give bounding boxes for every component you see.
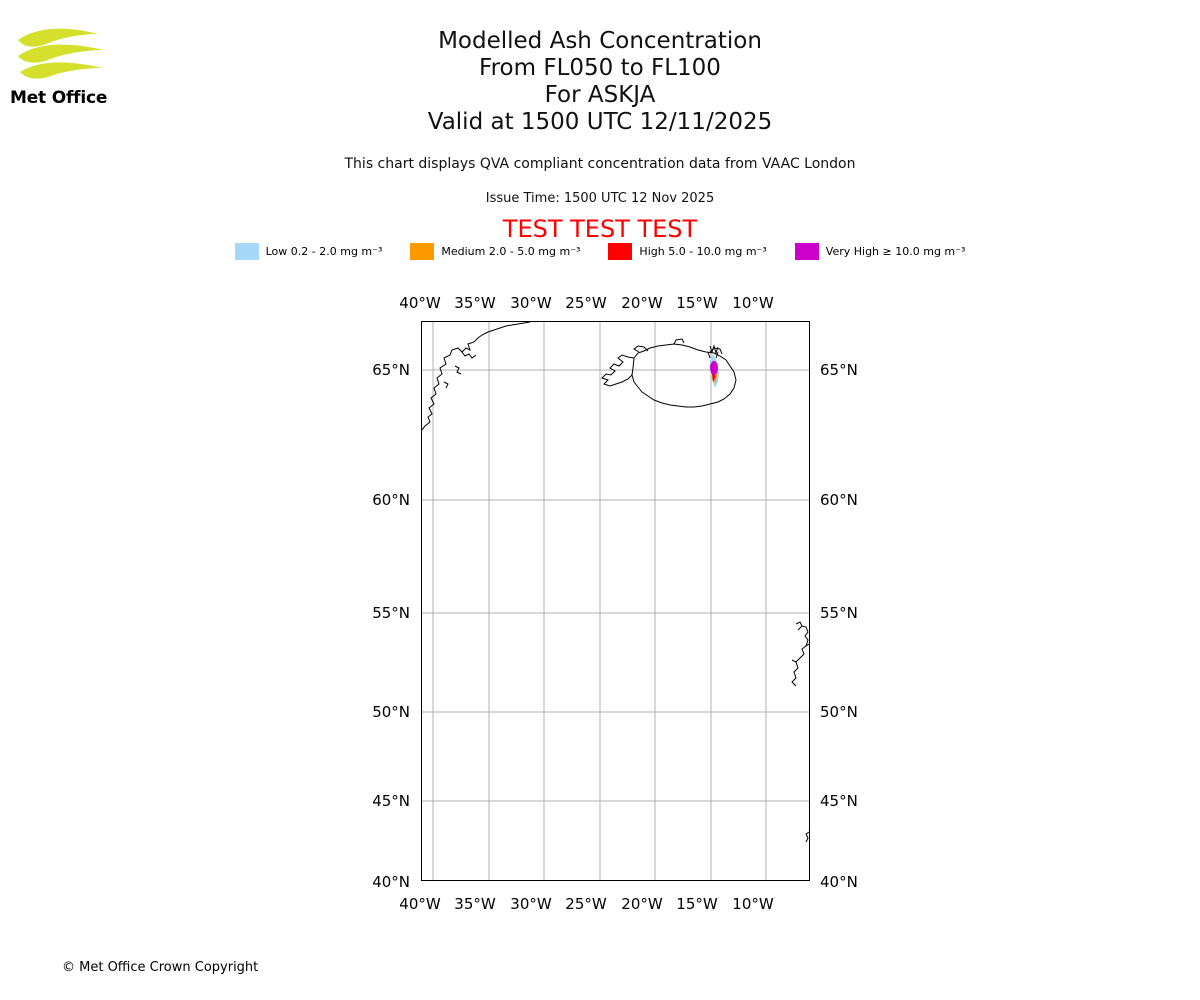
y-tick-right-45n: 45°N xyxy=(820,792,858,810)
x-tick-bottom-15w: 15°W xyxy=(676,895,718,913)
x-tick-bottom-25w: 25°W xyxy=(565,895,607,913)
test-banner: TEST TEST TEST xyxy=(502,215,698,243)
legend-label-low: Low 0.2 - 2.0 mg m⁻³ xyxy=(265,245,383,258)
legend xyxy=(0,243,1200,260)
coastline-greenland xyxy=(422,322,530,430)
map-plot-area[interactable] xyxy=(421,321,810,881)
x-tick-bottom-20w: 20°W xyxy=(621,895,663,913)
legend-item-medium xyxy=(410,243,580,260)
coastline-ireland-uk xyxy=(792,622,809,686)
y-tick-right-65n: 65°N xyxy=(820,361,858,379)
title-line-2: From FL050 to FL100 xyxy=(479,55,721,81)
y-tick-left-50n: 50°N xyxy=(372,703,410,721)
y-tick-right-60n: 60°N xyxy=(820,491,858,509)
legend-swatch-medium xyxy=(410,243,434,260)
legend-item-very-high xyxy=(795,243,966,260)
issue-time: Issue Time: 1500 UTC 12 Nov 2025 xyxy=(485,191,715,206)
y-tick-left-45n: 45°N xyxy=(372,792,410,810)
legend-swatch-very-high xyxy=(795,243,819,260)
legend-item-low xyxy=(235,243,383,260)
map-gridlines xyxy=(422,322,809,880)
y-tick-left-55n: 55°N xyxy=(372,604,410,622)
x-tick-top-25w: 25°W xyxy=(565,294,607,312)
x-tick-top-35w: 35°W xyxy=(454,294,496,312)
legend-item-high xyxy=(608,243,766,260)
y-tick-left-40n: 40°N xyxy=(372,873,410,891)
y-tick-left-60n: 60°N xyxy=(372,491,410,509)
copyright-notice: © Met Office Crown Copyright xyxy=(62,960,259,975)
x-tick-bottom-10w: 10°W xyxy=(732,895,774,913)
x-tick-bottom-35w: 35°W xyxy=(454,895,496,913)
x-tick-top-40w: 40°W xyxy=(399,294,441,312)
y-tick-left-65n: 65°N xyxy=(372,361,410,379)
x-tick-top-10w: 10°W xyxy=(732,294,774,312)
chart-subtitle: This chart displays QVA compliant concentration data from VAAC London xyxy=(344,156,856,172)
y-tick-right-40n: 40°N xyxy=(820,873,858,891)
map-canvas xyxy=(422,322,809,880)
x-tick-bottom-30w: 30°W xyxy=(510,895,552,913)
y-tick-right-55n: 55°N xyxy=(820,604,858,622)
x-tick-top-20w: 20°W xyxy=(621,294,663,312)
legend-label-medium: Medium 2.0 - 5.0 mg m⁻³ xyxy=(441,245,581,258)
met-office-logo-text: Met Office xyxy=(10,88,108,108)
legend-label-very-high: Very High ≥ 10.0 mg m⁻³ xyxy=(825,245,966,258)
y-tick-right-50n: 50°N xyxy=(820,703,858,721)
coastline-iberia xyxy=(806,832,809,842)
legend-swatch-high xyxy=(608,243,632,260)
legend-label-high: High 5.0 - 10.0 mg m⁻³ xyxy=(639,245,767,258)
legend-swatch-low xyxy=(235,243,259,260)
title-line-3: For ASKJA xyxy=(544,82,656,108)
x-tick-top-30w: 30°W xyxy=(510,294,552,312)
title-line-1: Modelled Ash Concentration xyxy=(438,28,762,54)
page-title xyxy=(0,28,1200,136)
title-line-4: Valid at 1500 UTC 12/11/2025 xyxy=(427,109,773,135)
x-tick-top-15w: 15°W xyxy=(676,294,718,312)
x-tick-bottom-40w: 40°W xyxy=(399,895,441,913)
